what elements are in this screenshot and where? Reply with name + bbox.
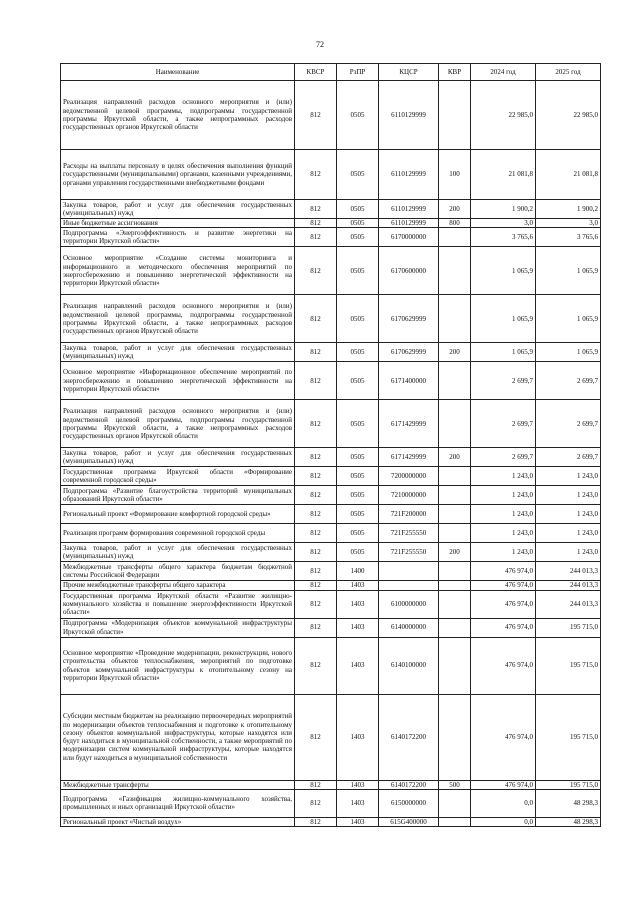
cell-y2025: 1 243,0 bbox=[536, 505, 601, 524]
cell-kvr bbox=[439, 81, 471, 150]
cell-kcsr: 6140172200 bbox=[379, 780, 439, 789]
cell-name: Субсидии местным бюджетам на реализацию первоочередных мероприятий по модернизации объектов теплоснабжения и подготовке к отопительному сезону объектов коммунальной инфраструктуры, которые находятся или будут находиться в муниципальной собственности, а также мероприятий по модернизации систем коммунальной инфраструктуры, которые находятся или будут находиться в муниципальной собственности bbox=[61, 694, 295, 780]
cell-kvr bbox=[439, 467, 471, 486]
table-row bbox=[61, 486, 601, 505]
table-row bbox=[61, 789, 601, 817]
cell-kvr bbox=[439, 562, 471, 581]
cell-kvsr: 812 bbox=[295, 817, 337, 826]
cell-name: Закупка товаров, работ и услуг для обеспечения государственных (муниципальных) нужд bbox=[61, 448, 295, 467]
cell-kvr bbox=[439, 618, 471, 637]
cell-rzpr: 1403 bbox=[337, 789, 379, 817]
cell-kvsr: 812 bbox=[295, 81, 337, 150]
cell-rzpr: 0505 bbox=[337, 543, 379, 562]
cell-rzpr: 0505 bbox=[337, 486, 379, 505]
table-row bbox=[61, 448, 601, 467]
table-row bbox=[61, 780, 601, 789]
cell-y2024: 22 985,0 bbox=[471, 81, 536, 150]
cell-name: Реализация направлений расходов основного мероприятия и (или) ведомственной целевой программы, подпрограммы государственной программы Иркутской области, а также непрограммных расходов государственных органов Иркутской области bbox=[61, 81, 295, 150]
cell-y2025: 1 065,9 bbox=[536, 247, 601, 295]
cell-kvsr: 812 bbox=[295, 247, 337, 295]
cell-kvsr: 812 bbox=[295, 505, 337, 524]
cell-y2024: 1 065,9 bbox=[471, 343, 536, 362]
cell-kvsr: 812 bbox=[295, 694, 337, 780]
cell-y2024: 476 974,0 bbox=[471, 780, 536, 789]
cell-kvr bbox=[439, 505, 471, 524]
cell-y2024: 1 243,0 bbox=[471, 543, 536, 562]
cell-kcsr: 6170629999 bbox=[379, 295, 439, 343]
cell-name: Реализация направлений расходов основного мероприятия и (или) ведомственной целевой программы, подпрограммы государственной программы Иркутской области, а также непрограммных расходов государственных органов Иркутской области bbox=[61, 400, 295, 448]
header-kcsr: КЦСР bbox=[379, 64, 439, 81]
cell-kvr bbox=[439, 590, 471, 618]
table-row bbox=[61, 228, 601, 247]
cell-kvr: 200 bbox=[439, 448, 471, 467]
cell-y2025: 244 013,3 bbox=[536, 590, 601, 618]
cell-rzpr: 1403 bbox=[337, 637, 379, 694]
cell-kcsr bbox=[379, 562, 439, 581]
cell-kvr bbox=[439, 228, 471, 247]
cell-y2025: 195 715,0 bbox=[536, 694, 601, 780]
cell-y2024: 0,0 bbox=[471, 789, 536, 817]
cell-kcsr: 721F200000 bbox=[379, 505, 439, 524]
cell-y2024: 1 065,9 bbox=[471, 295, 536, 343]
cell-y2025: 195 715,0 bbox=[536, 637, 601, 694]
cell-name: Государственная программа Иркутской области «Развитие жилищно-коммунального хозяйства и повышение энергоэффективности Иркутской области» bbox=[61, 590, 295, 618]
cell-y2024: 476 974,0 bbox=[471, 581, 536, 590]
cell-kvsr: 812 bbox=[295, 780, 337, 789]
header-rzpr: РзПР bbox=[337, 64, 379, 81]
cell-y2025: 1 065,9 bbox=[536, 343, 601, 362]
cell-name: Прочие межбюджетные трансферты общего характера bbox=[61, 581, 295, 590]
cell-kcsr: 6170000000 bbox=[379, 228, 439, 247]
cell-kvsr: 812 bbox=[295, 486, 337, 505]
cell-kvr bbox=[439, 247, 471, 295]
cell-kcsr: 721F255550 bbox=[379, 524, 439, 543]
cell-kvsr: 812 bbox=[295, 228, 337, 247]
cell-kcsr: 615G400000 bbox=[379, 817, 439, 826]
header-kvsr: КВСР bbox=[295, 64, 337, 81]
cell-kvsr: 812 bbox=[295, 618, 337, 637]
cell-kvr bbox=[439, 295, 471, 343]
cell-y2025: 195 715,0 bbox=[536, 618, 601, 637]
header-name: Наименование bbox=[61, 64, 295, 81]
cell-kvr bbox=[439, 581, 471, 590]
cell-y2024: 476 974,0 bbox=[471, 618, 536, 637]
cell-y2024: 1 243,0 bbox=[471, 505, 536, 524]
table-row bbox=[61, 524, 601, 543]
cell-y2025: 48 298,3 bbox=[536, 789, 601, 817]
cell-kcsr bbox=[379, 581, 439, 590]
cell-kcsr: 6171429999 bbox=[379, 400, 439, 448]
cell-kcsr: 6170629999 bbox=[379, 343, 439, 362]
table-row bbox=[61, 295, 601, 343]
cell-kvsr: 812 bbox=[295, 524, 337, 543]
cell-rzpr: 0505 bbox=[337, 81, 379, 150]
cell-name: Межбюджетные трансферты общего характера бюджетам бюджетной системы Российской Федерации bbox=[61, 562, 295, 581]
cell-y2024: 476 974,0 bbox=[471, 590, 536, 618]
cell-kvr bbox=[439, 524, 471, 543]
cell-kvsr: 812 bbox=[295, 637, 337, 694]
cell-name: Подпрограмма «Газификация жилищно-коммунального хозяйства, промышленных и иных организаций Иркутской области» bbox=[61, 789, 295, 817]
cell-rzpr: 0505 bbox=[337, 505, 379, 524]
cell-y2025: 3 765,6 bbox=[536, 228, 601, 247]
cell-y2025: 22 985,0 bbox=[536, 81, 601, 150]
cell-name: Реализация направлений расходов основного мероприятия и (или) ведомственной целевой программы, подпрограммы государственной программы Иркутской области, а также непрограммных расходов государственных органов Иркутской области bbox=[61, 295, 295, 343]
cell-y2025: 1 243,0 bbox=[536, 543, 601, 562]
cell-kcsr: 721F255550 bbox=[379, 543, 439, 562]
cell-y2024: 1 900,2 bbox=[471, 200, 536, 219]
cell-rzpr: 1403 bbox=[337, 618, 379, 637]
cell-name: Закупка товаров, работ и услуг для обеспечения государственных (муниципальных) нужд bbox=[61, 200, 295, 219]
cell-y2024: 2 699,7 bbox=[471, 448, 536, 467]
cell-kvsr: 812 bbox=[295, 543, 337, 562]
cell-kvr: 200 bbox=[439, 200, 471, 219]
cell-kvr bbox=[439, 694, 471, 780]
cell-y2025: 21 081,8 bbox=[536, 150, 601, 200]
cell-name: Подпрограмма «Развитие благоустройства территорий муниципальных образований Иркутской области» bbox=[61, 486, 295, 505]
cell-kvr: 200 bbox=[439, 543, 471, 562]
table-header-row bbox=[61, 64, 601, 81]
cell-y2024: 476 974,0 bbox=[471, 637, 536, 694]
cell-rzpr: 0505 bbox=[337, 362, 379, 400]
cell-name: Основное мероприятие «Информационное обеспечение мероприятий по энергосбережению и повышению энергетической эффективности на территории Иркутской области» bbox=[61, 362, 295, 400]
cell-y2024: 1 243,0 bbox=[471, 467, 536, 486]
cell-rzpr: 0505 bbox=[337, 150, 379, 200]
cell-kcsr: 6171429999 bbox=[379, 448, 439, 467]
table-row bbox=[61, 81, 601, 150]
table-row bbox=[61, 150, 601, 200]
cell-rzpr: 1400 bbox=[337, 562, 379, 581]
cell-y2024: 476 974,0 bbox=[471, 562, 536, 581]
cell-kvsr: 812 bbox=[295, 590, 337, 618]
budget-table bbox=[60, 63, 601, 827]
cell-rzpr: 0505 bbox=[337, 200, 379, 219]
header-2024: 2024 год bbox=[471, 64, 536, 81]
cell-kcsr: 6110129999 bbox=[379, 150, 439, 200]
cell-kvr bbox=[439, 817, 471, 826]
cell-y2024: 2 699,7 bbox=[471, 400, 536, 448]
cell-kvsr: 812 bbox=[295, 562, 337, 581]
cell-kvsr: 812 bbox=[295, 200, 337, 219]
cell-y2024: 3 765,6 bbox=[471, 228, 536, 247]
cell-name: Региональный проект «Формирование комфортной городской среды» bbox=[61, 505, 295, 524]
cell-kvsr: 812 bbox=[295, 581, 337, 590]
cell-name: Иные бюджетные ассигнования bbox=[61, 219, 295, 228]
cell-y2025: 2 699,7 bbox=[536, 362, 601, 400]
cell-kvr bbox=[439, 637, 471, 694]
table-row bbox=[61, 590, 601, 618]
cell-kcsr: 7210000000 bbox=[379, 486, 439, 505]
cell-rzpr: 1403 bbox=[337, 780, 379, 789]
cell-kvsr: 812 bbox=[295, 219, 337, 228]
table-row bbox=[61, 637, 601, 694]
cell-name: Подпрограмма «Модернизация объектов коммунальной инфраструктуры Иркутской области» bbox=[61, 618, 295, 637]
cell-name: Региональный проект «Чистый воздух» bbox=[61, 817, 295, 826]
cell-name: Подпрограмма «Энергоэффективность и развитие энергетики на территории Иркутской области» bbox=[61, 228, 295, 247]
cell-kvr bbox=[439, 486, 471, 505]
cell-kcsr: 6140100000 bbox=[379, 637, 439, 694]
cell-y2024: 3,0 bbox=[471, 219, 536, 228]
cell-y2025: 1 065,9 bbox=[536, 295, 601, 343]
cell-kcsr: 6110129999 bbox=[379, 200, 439, 219]
table-row bbox=[61, 543, 601, 562]
table-row bbox=[61, 400, 601, 448]
cell-y2024: 0,0 bbox=[471, 817, 536, 826]
cell-rzpr: 0505 bbox=[337, 448, 379, 467]
cell-kcsr: 6140172200 bbox=[379, 694, 439, 780]
cell-y2025: 3,0 bbox=[536, 219, 601, 228]
cell-y2025: 1 900,2 bbox=[536, 200, 601, 219]
cell-kcsr: 6100000000 bbox=[379, 590, 439, 618]
cell-y2025: 244 013,3 bbox=[536, 562, 601, 581]
cell-y2024: 2 699,7 bbox=[471, 362, 536, 400]
cell-kvr: 100 bbox=[439, 150, 471, 200]
cell-name: Межбюджетные трансферты bbox=[61, 780, 295, 789]
cell-kcsr: 6170600000 bbox=[379, 247, 439, 295]
cell-name: Основное мероприятие «Создание системы мониторинга и информационного и методического обеспечения мероприятий по энергосбережению и повышению энергетической эффективности на территории Иркутской области» bbox=[61, 247, 295, 295]
cell-name: Государственная программа Иркутской области «Формирование современной городской среды» bbox=[61, 467, 295, 486]
cell-kcsr: 6150000000 bbox=[379, 789, 439, 817]
cell-rzpr: 1403 bbox=[337, 581, 379, 590]
table-row bbox=[61, 817, 601, 826]
cell-kvr bbox=[439, 362, 471, 400]
header-2025: 2025 год bbox=[536, 64, 601, 81]
cell-y2025: 2 699,7 bbox=[536, 448, 601, 467]
cell-kcsr: 6140000000 bbox=[379, 618, 439, 637]
cell-kcsr: 6110129999 bbox=[379, 219, 439, 228]
cell-rzpr: 1403 bbox=[337, 590, 379, 618]
cell-rzpr: 0505 bbox=[337, 219, 379, 228]
cell-kvsr: 812 bbox=[295, 789, 337, 817]
cell-y2024: 476 974,0 bbox=[471, 694, 536, 780]
table-row bbox=[61, 562, 601, 581]
header-kvr: КВР bbox=[439, 64, 471, 81]
cell-kvsr: 812 bbox=[295, 467, 337, 486]
table-row bbox=[61, 618, 601, 637]
cell-rzpr: 0505 bbox=[337, 247, 379, 295]
cell-y2025: 48 298,3 bbox=[536, 817, 601, 826]
table-row bbox=[61, 200, 601, 219]
cell-y2024: 1 243,0 bbox=[471, 524, 536, 543]
cell-name: Реализация программ формирования современной городской среды bbox=[61, 524, 295, 543]
table-row bbox=[61, 581, 601, 590]
cell-rzpr: 0505 bbox=[337, 467, 379, 486]
cell-kvsr: 812 bbox=[295, 448, 337, 467]
cell-rzpr: 1403 bbox=[337, 817, 379, 826]
table-row bbox=[61, 505, 601, 524]
cell-y2025: 1 243,0 bbox=[536, 467, 601, 486]
cell-y2024: 1 243,0 bbox=[471, 486, 536, 505]
page-number: 72 bbox=[316, 40, 324, 49]
cell-name: Расходы на выплаты персоналу в целях обеспечения выполнения функций государственными (муниципальными) органами, казенными учреждениями, органами управления государственными внебюджетными фондами bbox=[61, 150, 295, 200]
cell-kvr: 500 bbox=[439, 780, 471, 789]
cell-y2025: 2 699,7 bbox=[536, 400, 601, 448]
table-row bbox=[61, 219, 601, 228]
cell-kvsr: 812 bbox=[295, 150, 337, 200]
cell-name: Закупка товаров, работ и услуг для обеспечения государственных (муниципальных) нужд bbox=[61, 543, 295, 562]
table-row bbox=[61, 247, 601, 295]
cell-rzpr: 0505 bbox=[337, 295, 379, 343]
cell-kvsr: 812 bbox=[295, 295, 337, 343]
cell-name: Закупка товаров, работ и услуг для обеспечения государственных (муниципальных) нужд bbox=[61, 343, 295, 362]
cell-y2025: 1 243,0 bbox=[536, 524, 601, 543]
cell-kvr: 200 bbox=[439, 343, 471, 362]
cell-kvr bbox=[439, 400, 471, 448]
cell-kcsr: 6110129999 bbox=[379, 81, 439, 150]
table-row bbox=[61, 694, 601, 780]
cell-kvr bbox=[439, 789, 471, 817]
cell-rzpr: 0505 bbox=[337, 228, 379, 247]
table-row bbox=[61, 343, 601, 362]
table-row bbox=[61, 362, 601, 400]
cell-rzpr: 0505 bbox=[337, 343, 379, 362]
cell-kvsr: 812 bbox=[295, 400, 337, 448]
cell-rzpr: 0505 bbox=[337, 400, 379, 448]
cell-kvsr: 812 bbox=[295, 343, 337, 362]
cell-y2024: 21 081,8 bbox=[471, 150, 536, 200]
table-row bbox=[61, 467, 601, 486]
cell-y2024: 1 065,9 bbox=[471, 247, 536, 295]
cell-rzpr: 0505 bbox=[337, 524, 379, 543]
cell-kvr: 800 bbox=[439, 219, 471, 228]
cell-kcsr: 7200000000 bbox=[379, 467, 439, 486]
cell-kvsr: 812 bbox=[295, 362, 337, 400]
cell-y2025: 1 243,0 bbox=[536, 486, 601, 505]
cell-y2025: 195 715,0 bbox=[536, 780, 601, 789]
cell-rzpr: 1403 bbox=[337, 694, 379, 780]
cell-kcsr: 6171400000 bbox=[379, 362, 439, 400]
cell-y2025: 244 013,3 bbox=[536, 581, 601, 590]
cell-name: Основное мероприятие «Проведение модернизации, реконструкции, нового строительства объектов теплоснабжения, мероприятий по подготовке объектов коммунальной инфраструктуры к отопительному сезону на территории Иркутской области» bbox=[61, 637, 295, 694]
